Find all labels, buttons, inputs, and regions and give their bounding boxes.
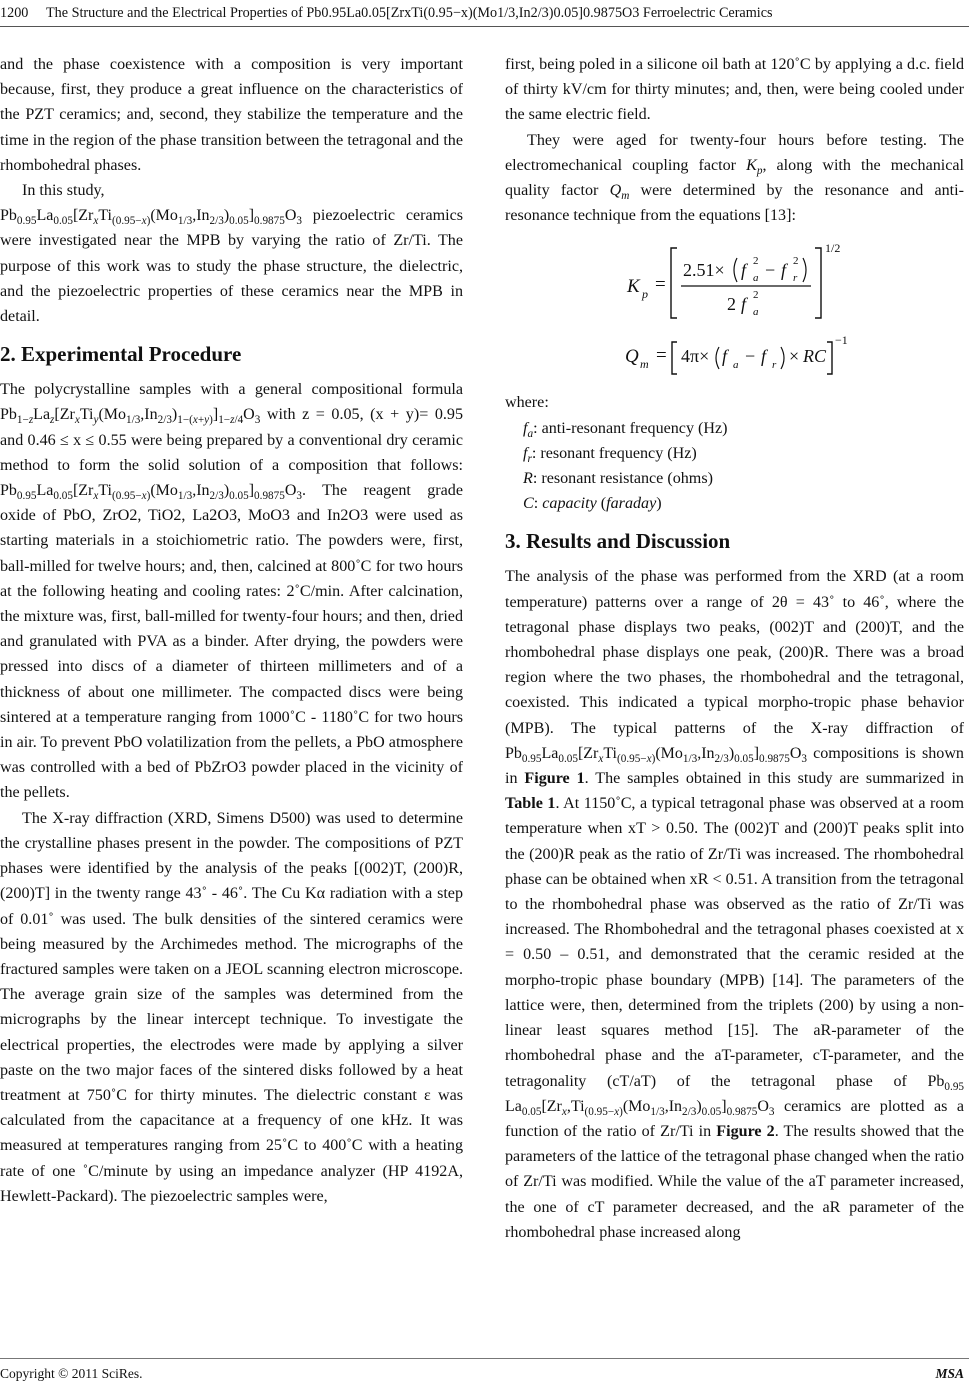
equation-qm-constant: 4π× [681,346,710,367]
svg-text:=: = [655,274,666,296]
results-text-b: compositions is shown in [505,744,964,788]
definition-fa: $f_a$: anti-resonant frequency (Hz) [523,419,728,440]
equation-kp-graphic [505,234,964,330]
aging-text-c: were determined by the resonance and anti-resonance technique from the equations [13]: [505,182,964,225]
samples-text-b: with z = 0.05, (x + y)= 0.95 and 0.46 ≤ x ≤ 0.55 were being prepared by a conventional dry ceramic method to form the solid solution of a composition that follows: [0,406,464,474]
svg-text:r: r [793,272,798,285]
svg-text:2: 2 [753,255,759,268]
svg-text:a: a [753,306,759,319]
svg-text:m: m [640,357,649,372]
paragraph-samples [0,377,463,805]
table-1-ref[interactable]: Table 1 [505,795,556,813]
svg-text:f: f [741,294,747,315]
formula-composition-3: $Pb_{0.95}La_{0.05}[Zr_xTi_{(0.95-x)}(Mo_{1/3},In_{2/3})_{0.05}]_{0.9875}O_3$ [505,744,807,766]
svg-text:r: r [772,359,777,372]
formula-composition: $Pb_{0.95}La_{0.05}[Zr_xTi_{(0.95-x)}(Mo_{1/3},In_{2/3})_{0.05}]_{0.9875}O_3$ [0,207,302,228]
svg-text:2: 2 [793,255,799,268]
svg-text:f: f [761,346,767,367]
svg-text:K: K [627,276,640,298]
formula-composition-4: $Pb_{0.95}$ $La_{0.05}[Zr_x,Ti_{(0.95-x)}(Mo_{1/3},In_{2/3})_{0.05}]_{0.9875}O_3$ [505,1072,964,1118]
svg-text:=: = [656,345,667,367]
equation-qm-graphic [505,332,964,380]
running-title: The Structure and the Electrical Properties of Pb0.95La0.05[ZrxTi(0.95−x)(Mo1/3,In2/3)0.05]0.9875O3 Ferroelectric Ceramics [46,5,773,21]
paragraph-poling: first, being poled in a silicone oil bath at 120˚C by applying a d.c. field of thirty kV/cm for thirty minutes; and, then, were being cooled under the same electric field. [505,56,964,124]
svg-text:−: − [745,346,756,367]
paragraph-xrd: The X-ray diffraction (XRD, Simens D500) was used to determine the crystalline phases present in the powder. The compositions of PZT phases were identified by the analysis of the peaks [(002)T, (200)R, (200)T] in the twenty range 43˚ - 46˚. The Cu Kα radiation with a step of 0.01˚ was used. The bulk densities of the sintered ceramics were being measured by the Archimedes method. The micrographs of the fractured samples were taken on a JEOL scanning electron microscope. The average grain size of the samples was determined from the micrographs by the linear intercept technique. To investigate the electrical properties, the electrodes were made by applying a silver paste on the two major faces of the sintered disks followed by a heat treatment at 750˚C for thirty minutes. The dielectric constant ε was calculated from the capacitance at a frequency of one kHz. It was measured at temperatures ranging from 25˚C to 400˚C with a heating rate of one ˚C/minute by using an impedance analyzer (HP 4192A, Hewlett-Packard). The piezoelectric samples were, [0,809,463,1205]
equation-qm [505,332,964,380]
paragraph-results [505,564,964,1244]
svg-text:2: 2 [753,289,759,302]
section-heading-results: 3. Results and Discussion [505,529,731,554]
svg-text:f: f [722,346,728,367]
section-heading-experimental: 2. Experimental Procedure [0,342,242,367]
paragraph-study-lead: In this study, [22,182,105,200]
equation-kp [505,234,964,330]
copyright-notice: Copyright © 2011 SciRes. [0,1366,143,1381]
svg-text:Q: Q [625,346,639,368]
results-text-e: ceramics are plotted as a function of the ratio of Zr/Ti in [505,1097,965,1140]
svg-text:p: p [642,287,648,302]
figure-2-ref[interactable]: Figure 2 [716,1122,775,1140]
results-text-c: . The samples obtained in this study are summarized in [584,770,964,788]
definitions-list [523,416,964,517]
aging-text-b: , along with the mechanical quality factor [505,156,964,200]
equation-qm-exponent: −1 [835,333,848,348]
results-text-f: . The results showed that the parameters of the lattice of the tetragonal phase changed when the ratio of Zr/Ti was modified. While the value of the aT parameter increased, the one of cT parameter decreased, and the aR parameter of the rhombohedral phase increased along [505,1122,964,1241]
right-column [505,52,964,1245]
svg-text:f: f [781,260,787,281]
definition-r: R: resonant resistance (ohms) [523,470,713,488]
equation-kp-exponent: 1/2 [825,241,841,256]
formula-general: $Pb_{1-z}La_z[Zr_xTi_y(Mo_{1/3},In_{2/3})_{1-(x+y)}]_{1-z/4}O_3$ [0,406,261,427]
samples-text-a: The polycrystalline samples with a general compositional formula [0,381,463,399]
samples-text-c: The reagent grade oxide of PbO, ZrO2, TiO2, La2O3, MoO3 and In2O3 were used as starting materials in a stoichiometric ratio. The powders were, first, ball-milled for twelve hours; and, then, calcined at 800˚C for two hours at the following heating and cooling rates: 2˚C/min. After calcination, the mixture was, first, ball-milled for twenty-four hours; and then, dried and granulated with PVA as a binder. After drying, the powders were pressed into discs of a diameter of thirteen millimeters and of a thickness of about one millimeter. The compacted discs were being sintered at a temperature ranging from 1000˚C - 1180˚C for two hours in air. To prevent PbO volatilization from the pellets, a PbO atmosphere was controlled with a bed of PbZrO3 powder placed in the vicinity of the pellets. [0,482,463,802]
definition-c: C: capacity (faraday) [523,495,662,513]
formula-composition-2: $Pb_{0.95}La_{0.05}[Zr_xTi_{(0.95-x)}(Mo_{1/3},In_{2/3})_{0.05}]_{0.9875}O_3$. [0,482,306,503]
equation-kp-two: 2 [727,294,736,315]
svg-text:f: f [741,260,747,281]
svg-text:×: × [789,346,800,367]
aging-text-a: They were aged for twenty-four hours before testing. The electromechanical coupling factor [505,131,964,174]
header-rule [0,26,969,27]
paragraph-study-text: piezoelectric ceramics were investigated near the MPB by varying the ratio of Zr/Ti. The purpose of this work was to study the phase structure, the dielectric, and the piezoelectric properties of these ceramics near the MPB in detail. [0,207,463,326]
equation-kp-constant: 2.51× [683,260,725,281]
where-label: where: [505,394,549,412]
paragraph-intro-end: and the phase coexistence with a composition is very important because, first, they produce a great influence on the characteristics of the PZT ceramics; and, second, they stabilize the temperature and the time in the region of the phase transition between the tetragonal and the rhombohedral phases. [0,56,463,174]
svg-text:a: a [753,272,759,285]
left-column [0,52,463,1209]
definition-fr: $f_r$: resonant frequency (Hz) [523,444,697,466]
svg-text:−: − [765,260,776,281]
svg-text:RC: RC [803,346,827,367]
page-number: 1200 [0,5,29,21]
results-text-a: The analysis of the phase was performed from the XRD (at a room temperature) patterns over a range of 2θ = 43˚ to 46˚, where the tetragonal phase displays two peaks, (002)T and (200)T, and the rhombohedral phase displays one peak, (200)R. There was a broad region where the two phases, the rhombohedral and the tetragonal, coexisted. This indicated a typical morpho-tropic phase behavior (MPB). The typical patterns of the X-ray diffraction of [505,568,964,737]
paragraph-aging: They were aged for twenty-four hours before testing. The electromechanical coupling factor $K_p$, along with the mechanical quality factor $Q_m$ were determined by the resonance and anti-resonance technique from the equations [13]: [505,131,964,225]
footer-rule [0,1358,969,1359]
svg-text:a: a [733,359,739,372]
journal-abbrev: MSA [935,1366,964,1381]
figure-1-ref[interactable]: Figure 1 [524,770,585,788]
running-header [0,0,969,26]
paragraph-study [0,203,463,329]
results-text-d: . At 1150˚C, a typical tetragonal phase was observed at a room temperature when xT > 0.50. The (002)T and (200)T peaks split into the (200)R peak as the ratio of Zr/Ti was increased. The rhombohedral phase can be obtained when xR < 0.51. A transition from the tetragonal to the rhombohedral phase was observed as the ratio of Zr/Ti was increased. The Rhombohedral and the tetragonal phases coexisted at x = 0.50 – 0.51, and demonstrated that the ceramic resided at the morpho-tropic phase boundary (MPB) [14]. The parameters of the lattice were, then, determined from the triplets (200) by using a non-linear least squares method [15]. The aR-parameter of the rhombohedral phase and the aT-parameter, cT-parameter, and the tetragonality (cT/aT) of the tetragonal phase of [505,795,964,1090]
